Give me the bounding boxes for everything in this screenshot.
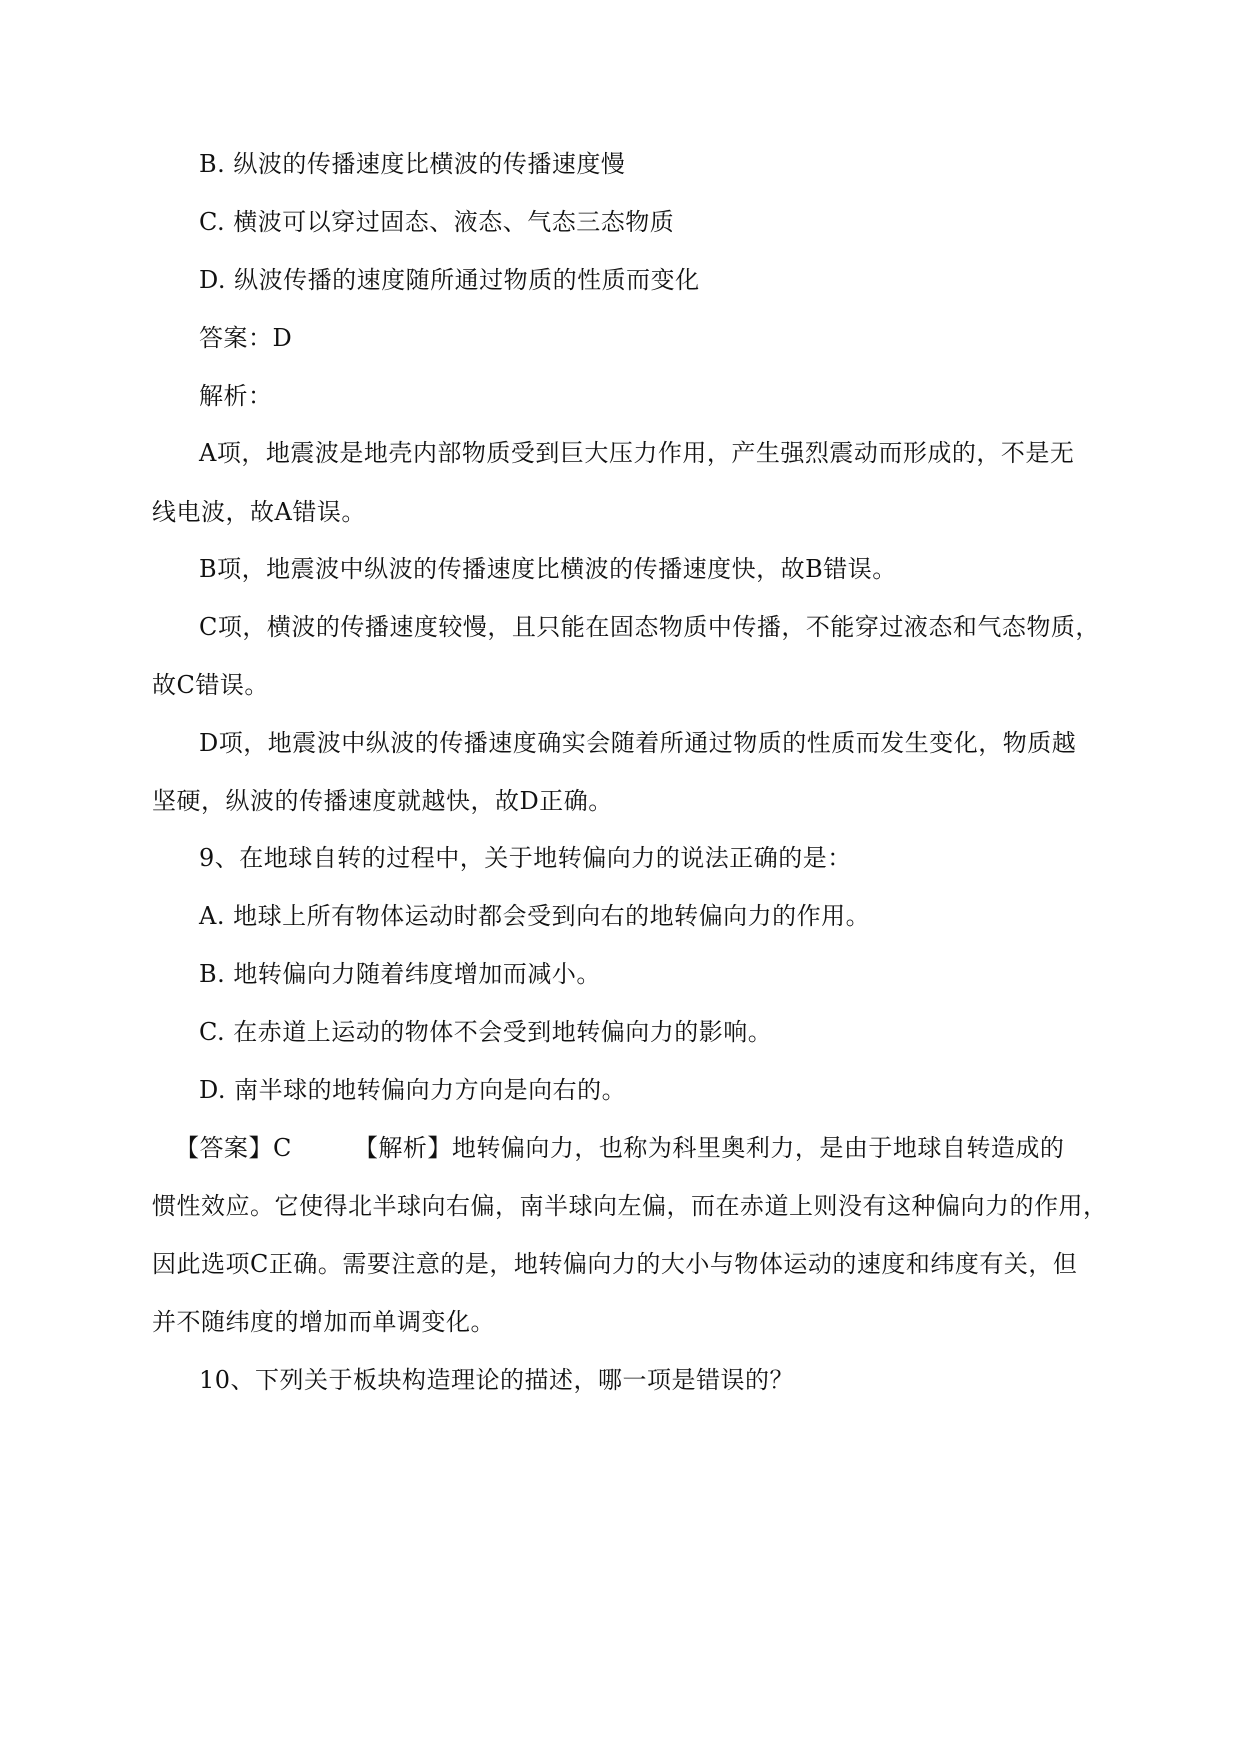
q8-option-c: C. 横波可以穿过固态、液态、气态三态物质 xyxy=(199,208,675,236)
q9-question: 9、在地球自转的过程中，关于地转偏向力的说法正确的是： xyxy=(199,844,852,872)
q8-answer: 答案：D xyxy=(199,324,293,352)
q9-analysis-line3: 因此选项C正确。需要注意的是，地转偏向力的大小与物体运动的速度和纬度有关，但 xyxy=(152,1250,1078,1278)
q9-analysis-line2: 惯性效应。它使得北半球向右偏，南半球向左偏，而在赤道上则没有这种偏向力的作用， xyxy=(152,1192,1108,1220)
q8-analysis-d-line2: 坚硬，纵波的传播速度就越快，故D正确。 xyxy=(152,787,613,815)
q9-analysis-line4: 并不随纬度的增加而单调变化。 xyxy=(152,1308,495,1336)
q9-option-c: C. 在赤道上运动的物体不会受到地转偏向力的影响。 xyxy=(199,1018,773,1046)
q8-analysis-a-line1: A项，地震波是地壳内部物质受到巨大压力作用，产生强烈震动而形成的，不是无 xyxy=(199,439,1075,467)
q9-analysis-line1: 地转偏向力，也称为科里奥利力，是由于地球自转造成的 xyxy=(451,1134,1065,1162)
q10-question: 10、下列关于板块构造理论的描述，哪一项是错误的？ xyxy=(199,1366,795,1394)
q8-option-b: B. 纵波的传播速度比横波的传播速度慢 xyxy=(199,150,626,178)
q9-option-b: B. 地转偏向力随着纬度增加而减小。 xyxy=(199,960,601,988)
q8-analysis-a-line2: 线电波，故A错误。 xyxy=(152,498,366,526)
q9-option-d: D. 南半球的地转偏向力方向是向右的。 xyxy=(199,1076,627,1104)
q8-analysis-d-line1: D项，地震波中纵波的传播速度确实会随着所通过物质的性质而发生变化，物质越 xyxy=(199,729,1077,757)
q9-analysis-tag: 【解析】 xyxy=(353,1134,452,1162)
q9-answer-line xyxy=(175,1132,1064,1164)
q8-analysis-label: 解析： xyxy=(199,382,273,410)
q8-analysis-c-line2: 故C错误。 xyxy=(152,671,269,699)
q8-option-d: D. 纵波传播的速度随所通过物质的性质而变化 xyxy=(199,266,700,294)
q8-analysis-b-line1: B项，地震波中纵波的传播速度比横波的传播速度快，故B错误。 xyxy=(199,555,897,583)
q8-analysis-c-line1: C项，横波的传播速度较慢，且只能在固态物质中传播，不能穿过液态和气态物质， xyxy=(199,613,1100,641)
q9-option-a: A. 地球上所有物体运动时都会受到向右的地转偏向力的作用。 xyxy=(199,902,871,930)
q9-answer-tag: 【答案】C xyxy=(175,1134,292,1162)
